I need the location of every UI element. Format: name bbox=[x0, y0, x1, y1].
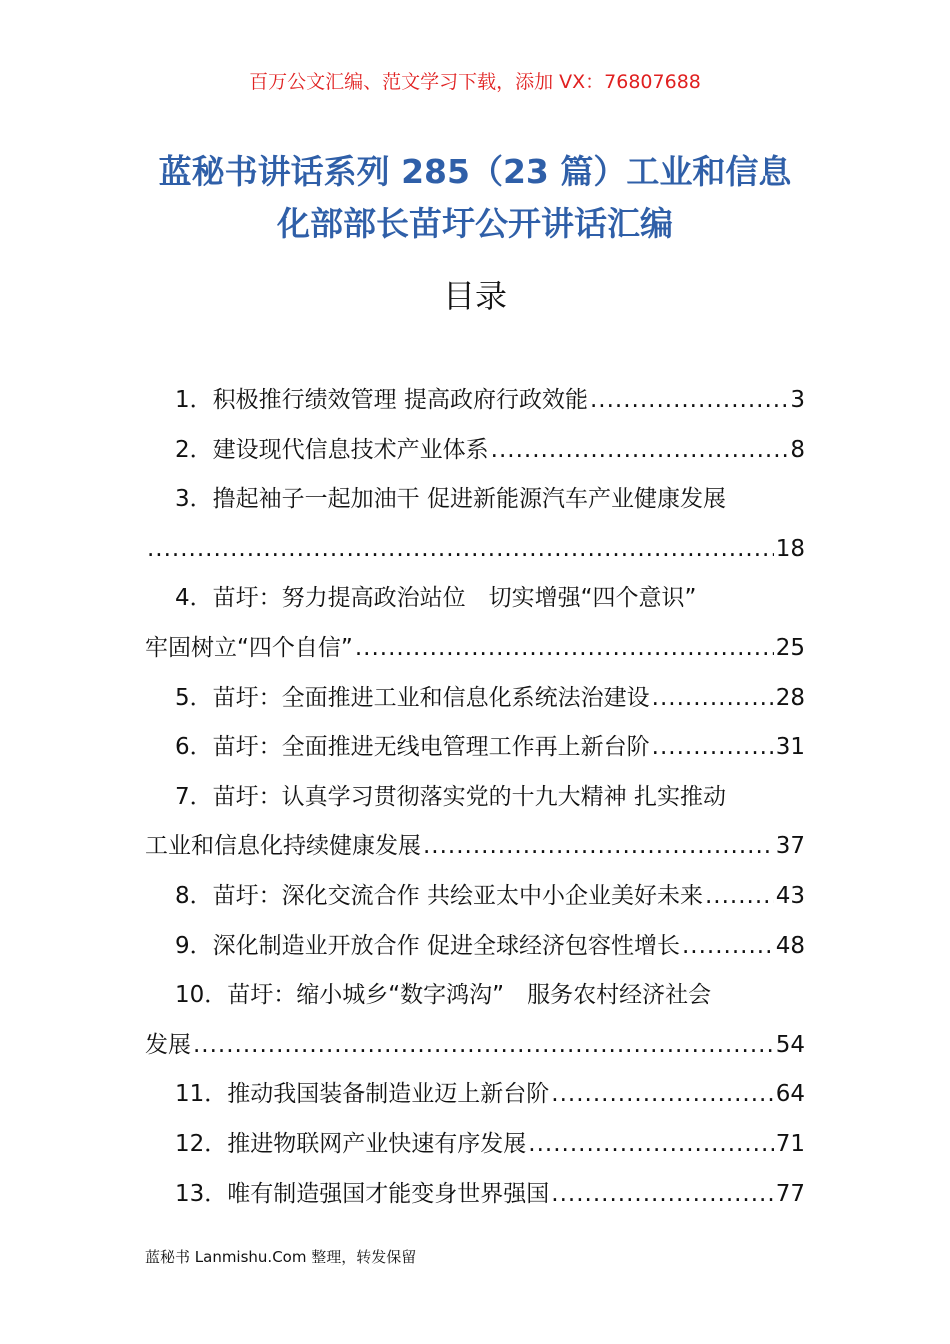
toc-entry-line bbox=[145, 822, 805, 872]
toc-entry[interactable] bbox=[145, 1120, 805, 1170]
toc-page-number: 28 bbox=[775, 684, 805, 711]
toc-entry-line bbox=[145, 723, 805, 773]
toc-page-number: 25 bbox=[775, 634, 805, 661]
toc-entry-line bbox=[145, 525, 805, 575]
toc-entry-line bbox=[145, 426, 805, 476]
toc-dot-leader bbox=[682, 922, 774, 972]
toc-entry[interactable] bbox=[145, 426, 805, 476]
toc-entry-title: 10．苗圩：缩小城乡“数字鸿沟” 服务农村经济社会 bbox=[175, 982, 712, 1009]
table-of-contents bbox=[145, 376, 805, 1219]
toc-dot-leader bbox=[491, 426, 789, 476]
toc-entry[interactable] bbox=[145, 922, 805, 972]
toc-dot-leader bbox=[652, 723, 774, 773]
toc-entry-title: 4．苗圩：努力提高政治站位 切实增强“四个意识” bbox=[175, 585, 697, 612]
toc-dot-leader bbox=[355, 624, 774, 674]
toc-entry[interactable] bbox=[145, 574, 805, 673]
toc-page-number: 3 bbox=[790, 387, 805, 413]
toc-page-number: 48 bbox=[775, 932, 805, 959]
toc-entry-title: 8．苗圩：深化交流合作 共绘亚太中小企业美好未来 bbox=[175, 882, 703, 909]
toc-entry-title: 6．苗圩：全面推进无线电管理工作再上新台阶 bbox=[175, 734, 650, 761]
toc-dot-leader bbox=[423, 822, 774, 872]
toc-heading: 目录 bbox=[442, 277, 507, 315]
toc-dot-leader bbox=[652, 674, 774, 724]
toc-entry[interactable] bbox=[145, 872, 805, 922]
toc-page-number: 31 bbox=[775, 734, 805, 761]
toc-entry-title: 1．积极推行绩效管理 提高政府行政效能 bbox=[175, 387, 588, 413]
header-contact-note: 百万公文汇编、范文学习下载，添加 VX：76807688 bbox=[249, 71, 701, 93]
toc-entry-line bbox=[145, 1021, 805, 1071]
toc-page-number: 71 bbox=[775, 1130, 805, 1157]
toc-dot-leader bbox=[193, 1021, 774, 1071]
toc-entry[interactable] bbox=[145, 1070, 805, 1120]
toc-entry-title: 12．推进物联网产业快速有序发展 bbox=[175, 1130, 527, 1157]
toc-entry[interactable] bbox=[145, 1170, 805, 1220]
toc-entry-line bbox=[145, 1070, 805, 1120]
toc-entry-title: 2．建设现代信息技术产业体系 bbox=[175, 436, 489, 463]
toc-entry-line bbox=[145, 1120, 805, 1170]
document-title bbox=[120, 146, 830, 250]
toc-entry-line bbox=[145, 1170, 805, 1220]
toc-page-number: 64 bbox=[775, 1081, 805, 1108]
toc-entry-title-continuation: 工业和信息化持续健康发展 bbox=[145, 833, 421, 860]
toc-entry-line bbox=[145, 872, 805, 922]
toc-page-number: 18 bbox=[775, 535, 805, 562]
toc-entry[interactable] bbox=[145, 971, 805, 1070]
toc-entry[interactable] bbox=[145, 475, 805, 574]
footer-note: 蓝秘书 Lanmishu.Com 整理，转发保留 bbox=[145, 1248, 417, 1266]
toc-entry-title: 3．撸起袖子一起加油干 促进新能源汽车产业健康发展 bbox=[175, 486, 726, 513]
toc-entry-title: 9．深化制造业开放合作 促进全球经济包容性增长 bbox=[175, 932, 680, 959]
document-title-line-2: 化部部长苗圩公开讲话汇编 bbox=[277, 204, 673, 243]
toc-entry-title-continuation: 发展 bbox=[145, 1031, 191, 1058]
toc-entry[interactable] bbox=[145, 723, 805, 773]
toc-page-number: 77 bbox=[775, 1180, 805, 1207]
toc-dot-leader bbox=[528, 1120, 773, 1170]
toc-entry-title: 5．苗圩：全面推进工业和信息化系统法治建设 bbox=[175, 684, 650, 711]
toc-entry-line bbox=[145, 624, 805, 674]
toc-dot-leader bbox=[551, 1070, 773, 1120]
toc-dot-leader bbox=[551, 1170, 773, 1220]
toc-entry[interactable] bbox=[145, 376, 805, 426]
toc-entry-line bbox=[145, 674, 805, 724]
toc-entry-title: 7．苗圩：认真学习贯彻落实党的十九大精神 扎实推动 bbox=[175, 783, 726, 810]
document-title-line-1: 蓝秘书讲话系列 285（23 篇）工业和信息 bbox=[158, 152, 792, 191]
toc-dot-leader bbox=[590, 376, 788, 426]
toc-page-number: 54 bbox=[775, 1031, 805, 1058]
toc-dot-leader bbox=[705, 872, 774, 922]
toc-page-number: 43 bbox=[775, 882, 805, 909]
toc-entry[interactable] bbox=[145, 674, 805, 724]
toc-entry-title: 11．推动我国装备制造业迈上新台阶 bbox=[175, 1081, 550, 1108]
toc-entry-line bbox=[145, 922, 805, 972]
toc-page-number: 8 bbox=[790, 436, 805, 463]
toc-entry[interactable] bbox=[145, 773, 805, 872]
toc-entry-title: 13．唯有制造强国才能变身世界强国 bbox=[175, 1180, 550, 1207]
toc-page-number: 37 bbox=[775, 833, 805, 860]
toc-entry-title-continuation: 牢固树立“四个自信” bbox=[145, 634, 353, 661]
toc-dot-leader bbox=[147, 525, 774, 575]
toc-entry-line bbox=[145, 376, 805, 426]
